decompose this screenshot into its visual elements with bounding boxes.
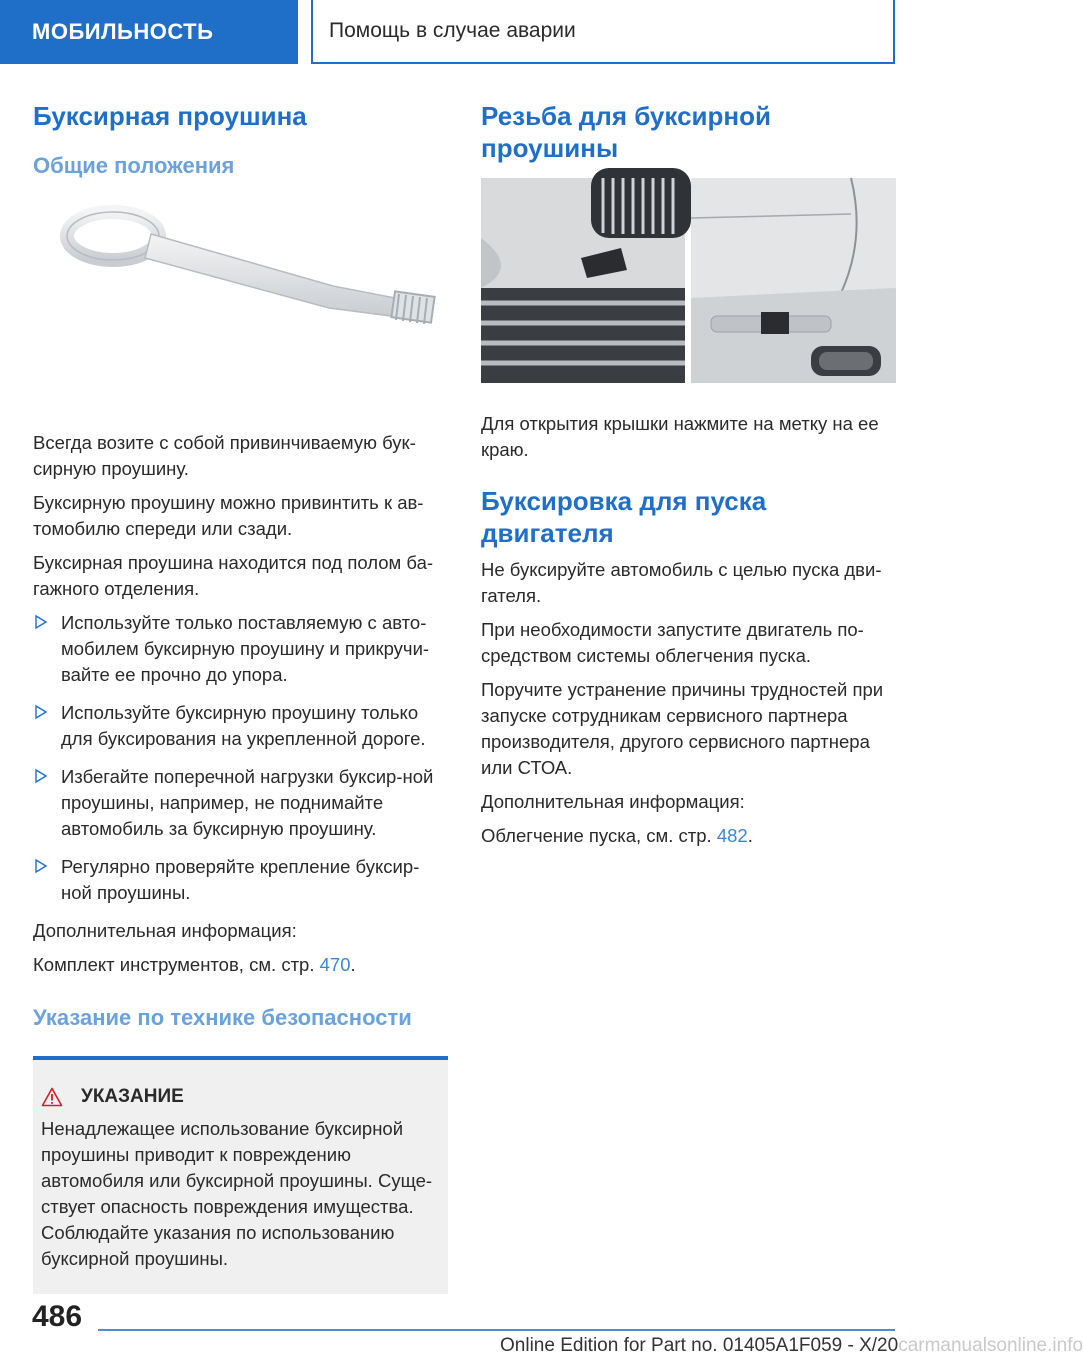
warning-heading: УКАЗАНИЕ <box>41 1086 440 1108</box>
paragraph: Поручите устранение причины трудностей при запуске сотрудникам сервисного партнера производителя, другого сервисного партнера или СТОА. <box>481 679 884 778</box>
page-link-470[interactable]: 470 <box>319 954 351 975</box>
safety-subtitle: Указание по технике безопасности <box>33 1005 412 1030</box>
triangle-bullet-icon <box>35 769 47 783</box>
more-info-label: Дополнительная информация: <box>481 791 745 812</box>
warning-text: Ненадлежащее использование буксирной проушины приводит к повреждению автомобиля или буксирной проушины. Суще-ствует опасность повреждения имущества. Соблюдайте указания по использованию буксирной проушины. <box>41 1118 433 1269</box>
reference-line: Облегчение пуска, см. стр. 482. <box>481 825 753 846</box>
page-number: 486 <box>32 1300 83 1333</box>
bullet-list <box>33 610 448 906</box>
towing-eye-title: Буксирная проушина <box>33 101 307 131</box>
towing-eye-illustration <box>33 194 448 424</box>
paragraph: Буксирную проушину можно привинтить к ав-томобилю спереди или сзади. <box>33 492 424 539</box>
thread-title: Резьба для буксирной проушины <box>481 101 771 163</box>
triangle-bullet-icon <box>35 615 47 629</box>
tow-start-title: Буксировка для пуска двигателя <box>481 486 767 548</box>
front-bumper-photo <box>481 178 685 383</box>
page-link-482[interactable]: 482 <box>716 825 748 846</box>
left-column <box>33 100 448 1294</box>
reference-line: Комплект инструментов, см. стр. 470. <box>33 954 356 975</box>
triangle-bullet-icon <box>35 705 47 719</box>
chapter-tab <box>0 0 298 64</box>
warning-box <box>33 1056 448 1294</box>
more-info-label: Дополнительная информация: <box>33 920 297 941</box>
section-header <box>311 0 895 64</box>
cover-caption: Для открытия крышки нажмите на метку на ее краю. <box>481 413 879 460</box>
list-item: Используйте только поставляемую с авто-мобилем буксирную проушину и прикручи-вайте ее прочно до упора. <box>33 610 448 688</box>
paragraph: При необходимости запустите двигатель по-средством системы облегчения пуска. <box>481 619 864 666</box>
list-item: Избегайте поперечной нагрузки буксир-ной проушины, например, не поднимайте автомобиль за буксирную проушину. <box>33 764 448 842</box>
paragraph: Всегда возите с собой привинчиваемую бук-сирную проушину. <box>33 432 416 479</box>
rear-bumper-photo <box>691 178 896 383</box>
section-title: Помощь в случае аварии <box>329 19 576 42</box>
bumper-photos <box>481 178 896 383</box>
footer-edition: Online Edition for Part no. 01405A1F059 - X/20carmanualsonline.info <box>500 1335 1083 1356</box>
general-subtitle: Общие положения <box>33 153 235 178</box>
warning-triangle-icon <box>41 1087 63 1107</box>
paragraph: Не буксируйте автомобиль с целью пуска дви-гателя. <box>481 559 882 606</box>
watermark: carmanualsonline.info <box>898 1335 1083 1356</box>
right-column <box>481 100 897 857</box>
footer-divider <box>98 1329 895 1331</box>
list-item: Регулярно проверяйте крепление буксир-ной проушины. <box>33 854 448 906</box>
list-item: Используйте буксирную проушину только для буксирования на укрепленной дороге. <box>33 700 448 752</box>
chapter-title: МОБИЛЬНОСТЬ <box>32 19 214 44</box>
triangle-bullet-icon <box>35 859 47 873</box>
paragraph: Буксирная проушина находится под полом ба-гажного отделения. <box>33 552 434 599</box>
